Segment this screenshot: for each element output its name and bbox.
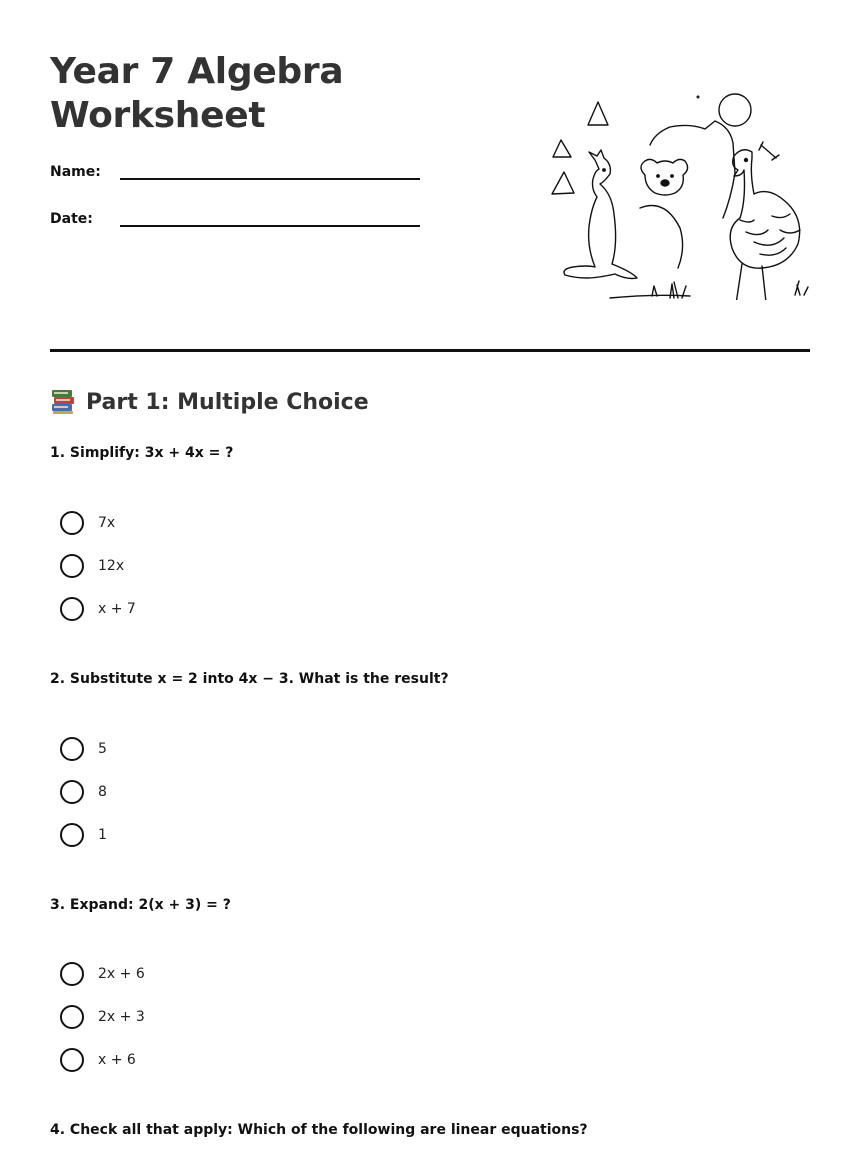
emu-drawing	[730, 150, 799, 268]
question-1: 1. Simplify: 3x + 4x = ?	[50, 445, 234, 461]
question-2-option-c[interactable]	[60, 822, 107, 848]
option-label: 7x	[98, 515, 116, 531]
circle-shape	[719, 94, 751, 126]
option-label: 8	[98, 784, 107, 800]
option-label: x + 7	[98, 601, 136, 617]
option-label: 12x	[98, 558, 125, 574]
koala-drawing	[641, 159, 688, 195]
question-2-option-a[interactable]	[60, 736, 107, 762]
question-1-option-a[interactable]	[60, 510, 115, 536]
radio-button[interactable]	[60, 962, 84, 986]
option-label: 2x + 3	[98, 1009, 145, 1025]
option-label: 5	[98, 741, 107, 757]
section-title: Part 1: Multiple Choice	[86, 389, 369, 415]
radio-button[interactable]	[60, 597, 84, 621]
worksheet-header	[50, 50, 810, 300]
radio-button[interactable]	[60, 737, 84, 761]
question-2: 2. Substitute x = 2 into 4x − 3. What is the result?	[50, 671, 449, 687]
triangle-shape	[588, 102, 608, 125]
question-4: 4. Check all that apply: Which of the following are linear equations?	[50, 1122, 588, 1138]
question-1-option-b[interactable]	[60, 553, 124, 579]
question-3: 3. Expand: 2(x + 3) = ?	[50, 897, 231, 913]
radio-button[interactable]	[60, 1048, 84, 1072]
star-shape	[697, 96, 699, 98]
date-line[interactable]	[120, 213, 420, 227]
triangle-shape	[552, 172, 574, 194]
question-1-option-c[interactable]	[60, 596, 136, 622]
line-segment-shape	[759, 142, 779, 160]
date-field-row	[50, 211, 420, 227]
question-3-option-b[interactable]	[60, 1004, 145, 1030]
header-divider	[50, 349, 810, 352]
name-line[interactable]	[120, 166, 420, 180]
map-outline	[650, 121, 735, 218]
title-line-1: Year 7 Algebra	[50, 51, 344, 92]
date-label: Date:	[50, 211, 93, 227]
triangle-shape	[553, 140, 571, 157]
question-3-option-a[interactable]	[60, 961, 145, 987]
section-header	[50, 388, 369, 416]
kangaroo-drawing	[564, 150, 637, 279]
title-line-2: Worksheet	[50, 95, 266, 136]
radio-button[interactable]	[60, 554, 84, 578]
australian-animals-illustration	[550, 90, 810, 300]
option-label: x + 6	[98, 1052, 136, 1068]
option-label: 2x + 6	[98, 966, 145, 982]
question-3-option-c[interactable]	[60, 1047, 136, 1073]
radio-button[interactable]	[60, 1005, 84, 1029]
name-field-row	[50, 164, 420, 180]
radio-button[interactable]	[60, 823, 84, 847]
question-2-option-b[interactable]	[60, 779, 107, 805]
option-label: 1	[98, 827, 107, 843]
radio-button[interactable]	[60, 511, 84, 535]
name-label: Name:	[50, 164, 101, 180]
books-icon	[50, 388, 76, 416]
radio-button[interactable]	[60, 780, 84, 804]
